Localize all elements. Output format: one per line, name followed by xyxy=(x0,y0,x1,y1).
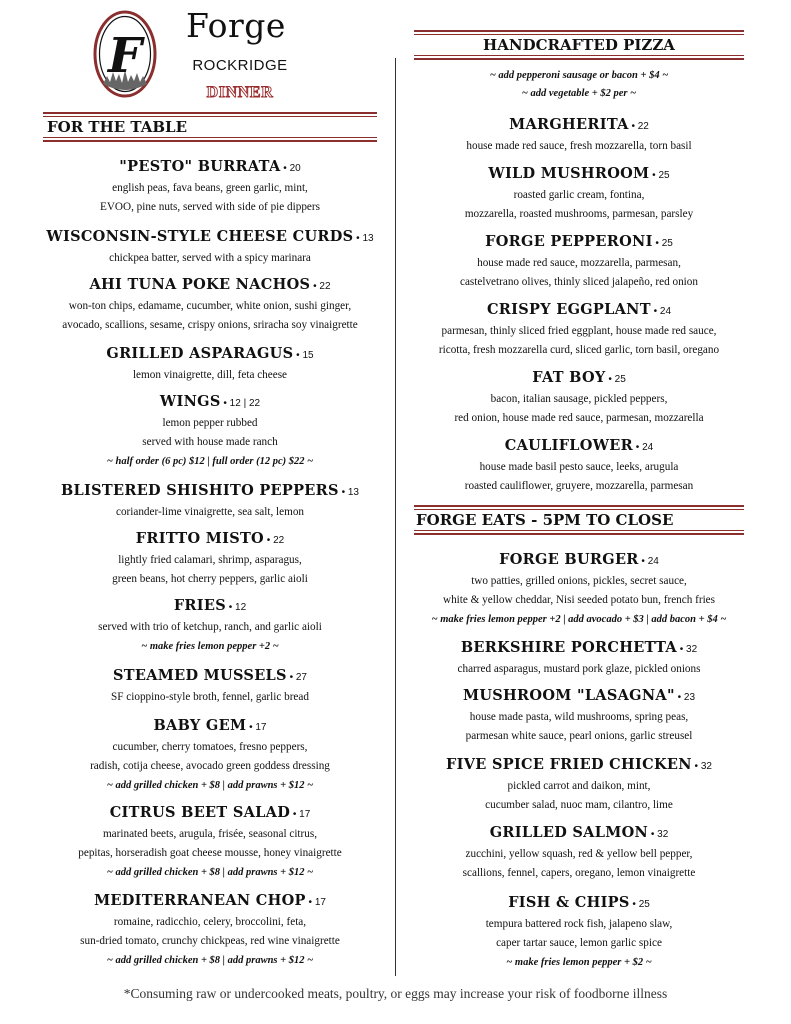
item-addon: ~ make fries lemon pepper +2 | add avocado + $3 | add bacon + $4 ~ xyxy=(431,614,727,625)
item-description: cucumber salad, nuoc mam, cilantro, lime xyxy=(485,799,673,811)
item-name xyxy=(43,803,377,825)
item-price: 25 xyxy=(638,899,650,910)
addon-line: ~ add vegetable + $2 per ~ xyxy=(521,88,637,99)
item-description: SF cioppino-style broth, fennel, garlic bread xyxy=(111,691,309,703)
item-description: EVOO, pine nuts, served with side of pie dippers xyxy=(100,201,320,213)
item-addon: ~ add grilled chicken + $8 | add prawns + $12 ~ xyxy=(106,867,314,878)
item-title: CAULIFLOWER xyxy=(504,437,634,454)
item-description: pepitas, horseradish goat cheese mousse, honey vinaigrette xyxy=(78,847,342,859)
item-price: 27 xyxy=(295,672,307,683)
menu-item xyxy=(414,638,744,679)
menu-item xyxy=(43,275,377,335)
price-separator: • xyxy=(220,398,230,409)
item-price: 32 xyxy=(686,644,698,655)
item-price: 17 xyxy=(299,809,311,820)
item-name xyxy=(43,666,377,688)
price-separator: • xyxy=(605,374,615,385)
menu-item xyxy=(43,716,377,795)
item-description: sun-dried tomato, crunchy chickpeas, red wine vinaigrette xyxy=(80,935,340,947)
menu-item xyxy=(414,550,744,629)
item-description: roasted garlic cream, fontina, xyxy=(513,189,645,201)
item-name xyxy=(43,227,377,249)
item-price: 32 xyxy=(657,829,669,840)
item-title: CITRUS BEET SALAD xyxy=(109,804,291,821)
item-description: house made pasta, wild mushrooms, spring peas, xyxy=(469,711,689,723)
item-title: FAT BOY xyxy=(532,369,606,386)
eats-column xyxy=(414,0,744,990)
item-title: WILD MUSHROOM xyxy=(488,165,650,182)
item-name xyxy=(414,823,744,845)
addon-line: ~ add pepperoni sausage or bacon + $4 ~ xyxy=(489,70,669,81)
price-separator: • xyxy=(674,692,684,703)
item-description: lightly fried calamari, shrimp, asparagus, xyxy=(118,554,302,566)
item-description: green beans, hot cherry peppers, garlic aioli xyxy=(112,573,308,585)
section-title: FORGE EATS - 5PM TO CLOSE xyxy=(416,511,674,529)
price-separator: • xyxy=(246,722,256,733)
item-description: parmesan, thinly sliced fried eggplant, house made red sauce, xyxy=(441,325,717,337)
price-separator: • xyxy=(638,556,648,567)
item-price: 15 xyxy=(302,350,314,361)
item-price: 17 xyxy=(255,722,267,733)
item-price: 25 xyxy=(614,374,626,385)
item-description: cucumber, cherry tomatoes, fresno peppers, xyxy=(112,741,308,753)
item-price: 13 xyxy=(347,487,359,498)
menu-item xyxy=(43,392,377,471)
item-name xyxy=(43,157,377,179)
section-title: FOR THE TABLE xyxy=(47,118,188,136)
price-separator: • xyxy=(290,809,300,820)
price-separator: • xyxy=(310,281,320,292)
item-description: mozzarella, roasted mushrooms, parmesan, parsley xyxy=(464,208,694,220)
item-title: FORGE PEPPERONI xyxy=(485,233,653,250)
price-separator: • xyxy=(650,306,660,317)
item-price: 25 xyxy=(661,238,673,249)
price-separator: • xyxy=(286,672,296,683)
menu-item xyxy=(43,596,377,656)
item-price: 24 xyxy=(642,442,654,453)
brand-location: ROCKRIDGE xyxy=(192,57,288,74)
item-title: FRIES xyxy=(173,597,226,614)
item-description: parmesan white sauce, pearl onions, garlic streusel xyxy=(465,730,693,742)
item-name xyxy=(43,596,377,618)
item-price: 12 | 22 xyxy=(229,398,261,409)
item-title: GRILLED SALMON xyxy=(489,824,649,841)
item-price: 13 xyxy=(362,233,374,244)
item-description: lemon pepper rubbed xyxy=(162,417,258,429)
item-description: served with house made ranch xyxy=(142,436,278,448)
item-title: FISH & CHIPS xyxy=(508,894,630,911)
item-name xyxy=(43,392,377,414)
menu-item xyxy=(43,481,377,522)
item-title: CRISPY EGGPLANT xyxy=(486,301,651,318)
item-addon: ~ half order (6 pc) $12 | full order (12 pc) $22 ~ xyxy=(106,456,314,467)
price-separator: • xyxy=(629,899,639,910)
item-description: red onion, house made red sauce, parmesan, mozzarella xyxy=(454,412,704,424)
item-name xyxy=(414,638,744,660)
item-name xyxy=(43,344,377,366)
item-title: FRITTO MISTO xyxy=(135,530,264,547)
item-description: castelvetrano olives, thinly sliced jalapeño, red onion xyxy=(460,276,698,288)
item-title: BABY GEM xyxy=(153,717,247,734)
item-title: MEDITERRANEAN CHOP xyxy=(94,892,306,909)
price-separator: • xyxy=(353,233,363,244)
menu-item xyxy=(414,893,744,972)
svg-text:F: F xyxy=(107,28,143,84)
item-name xyxy=(43,891,377,913)
item-name xyxy=(43,529,377,551)
item-title: GRILLED ASPARAGUS xyxy=(106,345,294,362)
item-title: STEAMED MUSSELS xyxy=(112,667,287,684)
menu-name: DINNER xyxy=(206,84,274,101)
price-separator: • xyxy=(649,170,659,181)
item-name xyxy=(414,893,744,915)
price-separator: • xyxy=(225,602,236,613)
item-description: scallions, fennel, capers, oregano, lemon vinaigrette xyxy=(462,867,696,879)
left-column xyxy=(43,0,377,1000)
item-title: FORGE BURGER xyxy=(499,551,639,568)
menu-item xyxy=(43,529,377,589)
item-price: 23 xyxy=(683,692,696,703)
item-description: caper tartar sauce, lemon garlic spice xyxy=(496,937,662,949)
price-separator: • xyxy=(280,163,290,174)
item-title: MUSHROOM "LASAGNA" xyxy=(462,687,675,704)
item-name xyxy=(414,686,744,708)
item-description: coriander-lime vinaigrette, sea salt, lemon xyxy=(115,506,305,518)
item-description: served with trio of ketchup, ranch, and garlic aioli xyxy=(98,621,322,633)
item-name xyxy=(43,275,377,297)
item-addon: ~ add grilled chicken + $8 | add prawns + $12 ~ xyxy=(106,780,314,791)
menu-item xyxy=(43,891,377,970)
item-description: lemon vinaigrette, dill, feta cheese xyxy=(132,369,288,381)
item-price: 12 xyxy=(235,602,247,613)
price-separator: • xyxy=(338,487,348,498)
item-price: 32 xyxy=(700,761,712,772)
price-separator: • xyxy=(676,644,687,655)
item-title: MARGHERITA xyxy=(509,116,629,133)
item-description: ricotta, fresh mozzarella curd, sliced garlic, torn basil, oregano xyxy=(438,344,720,356)
item-title: BERKSHIRE PORCHETTA xyxy=(460,639,677,656)
price-separator: • xyxy=(648,829,658,840)
item-description: bacon, italian sausage, pickled peppers, xyxy=(490,393,668,405)
item-description: roasted cauliflower, gruyere, mozzarella, parmesan xyxy=(464,480,694,492)
item-title: BLISTERED SHISHITO PEPPERS xyxy=(61,482,339,499)
menu-item xyxy=(414,686,744,746)
section-title: HANDCRAFTED PIZZA xyxy=(483,36,675,54)
menu-item xyxy=(43,157,377,217)
item-title: WINGS xyxy=(159,393,221,410)
menu-item xyxy=(43,227,377,268)
item-price: 25 xyxy=(658,170,670,181)
item-addon: ~ make fries lemon pepper + $2 ~ xyxy=(506,957,652,968)
menu-item xyxy=(43,666,377,707)
item-name xyxy=(43,716,377,738)
item-description: house made red sauce, mozzarella, parmesan, xyxy=(477,257,681,269)
item-description: marinated beets, arugula, frisée, seasonal citrus, xyxy=(102,828,318,840)
menu-item xyxy=(414,823,744,883)
item-price: 22 xyxy=(273,535,285,546)
item-title: WISCONSIN-STYLE CHEESE CURDS xyxy=(46,228,354,245)
food-safety-disclaimer: *Consuming raw or undercooked meats, poultry, or eggs may increase your risk of foodborne illness xyxy=(123,986,668,1001)
price-separator: • xyxy=(633,442,643,453)
item-description: white & yellow cheddar, Nisi seeded potato bun, french fries xyxy=(442,594,715,606)
item-price: 20 xyxy=(289,163,301,174)
item-name xyxy=(43,481,377,503)
brand-title: Forge xyxy=(186,6,286,45)
item-description: house made basil pesto sauce, leeks, arugula xyxy=(479,461,679,473)
column-divider xyxy=(395,58,396,976)
item-addon: ~ add grilled chicken + $8 | add prawns + $12 ~ xyxy=(106,955,314,966)
price-separator: • xyxy=(691,761,701,772)
item-name xyxy=(414,755,744,777)
item-description: won-ton chips, edamame, cucumber, white onion, sushi ginger, xyxy=(68,300,352,312)
item-description: charred asparagus, mustard pork glaze, pickled onions xyxy=(457,663,701,675)
price-separator: • xyxy=(305,897,315,908)
item-price: 24 xyxy=(647,556,659,567)
item-name xyxy=(414,550,744,572)
price-separator: • xyxy=(628,121,638,132)
item-description: avocado, scallions, sesame, crispy onions, sriracha soy vinaigrette xyxy=(62,319,358,331)
item-description: romaine, radicchio, celery, broccolini, feta, xyxy=(113,916,307,928)
item-description: tempura battered rock fish, jalapeno slaw, xyxy=(485,918,673,930)
price-separator: • xyxy=(652,238,662,249)
item-description: house made red sauce, fresh mozzarella, torn basil xyxy=(466,140,692,152)
item-price: 17 xyxy=(314,897,326,908)
item-description: two patties, grilled onions, pickles, secret sauce, xyxy=(471,575,687,587)
item-description: chickpea batter, served with a spicy marinara xyxy=(109,252,311,264)
item-description: pickled carrot and daikon, mint, xyxy=(507,780,651,792)
menu-item xyxy=(43,344,377,385)
price-separator: • xyxy=(264,535,274,546)
item-price: 22 xyxy=(637,121,649,132)
item-description: zucchini, yellow squash, red & yellow bell pepper, xyxy=(465,848,693,860)
item-title: AHI TUNA POKE NACHOS xyxy=(89,276,311,293)
item-description: radish, cotija cheese, avocado green goddess dressing xyxy=(90,760,330,772)
item-price: 22 xyxy=(319,281,331,292)
price-separator: • xyxy=(293,350,303,361)
menu-item xyxy=(414,755,744,815)
item-price: 24 xyxy=(659,306,672,317)
item-title: "PESTO" BURRATA xyxy=(119,158,281,175)
item-addon: ~ make fries lemon pepper +2 ~ xyxy=(141,641,279,652)
item-title: FIVE SPICE FRIED CHICKEN xyxy=(446,756,692,773)
item-description: english peas, fava beans, green garlic, mint, xyxy=(112,182,308,194)
menu-item xyxy=(43,803,377,882)
